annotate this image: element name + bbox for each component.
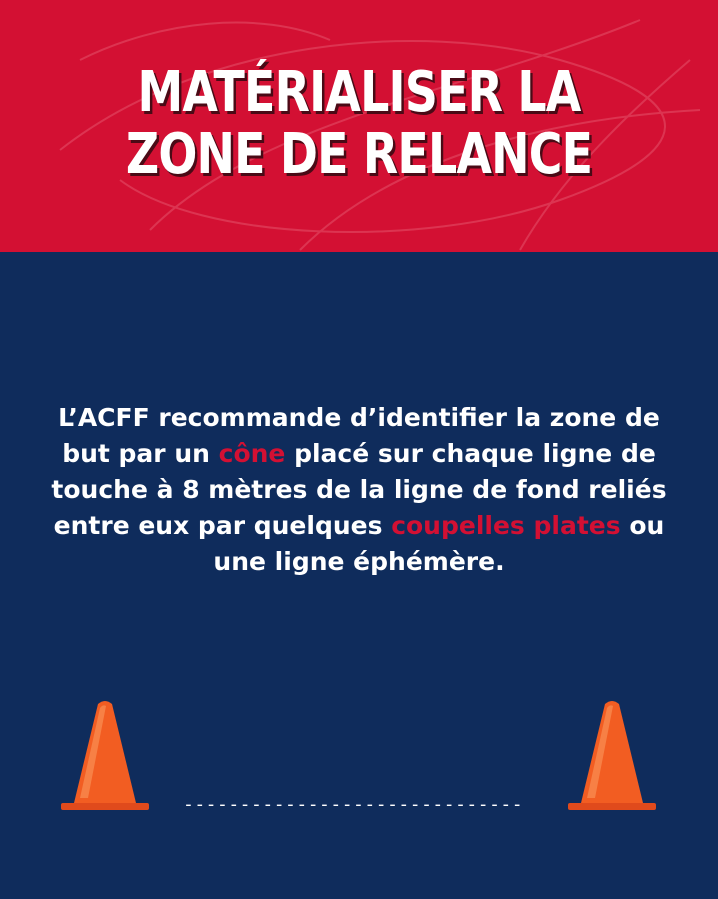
title-banner xyxy=(0,0,718,252)
title-line-1: MATÉRIALISER LA xyxy=(137,60,581,125)
traffic-cone-icon xyxy=(565,698,659,812)
highlight-flat-cones: coupelles plates xyxy=(391,511,621,540)
highlight-cone: cône xyxy=(218,439,286,468)
text-segment-1: L’ACFF recommande d’identifier la zone de but par un xyxy=(58,403,660,468)
content-panel xyxy=(0,252,718,899)
text-segment-3: ou une ligne éphémère. xyxy=(213,511,665,576)
title-line-2: ZONE DE RELANCE xyxy=(125,122,593,187)
description-paragraph xyxy=(40,400,678,580)
dashed-line: ------------------------------ xyxy=(183,794,524,815)
text-segment-2: placé sur chaque ligne de touche à 8 mètres de la ligne de fond reliés entre eux par quelques xyxy=(51,439,667,540)
page-title xyxy=(65,62,654,186)
traffic-cone-icon xyxy=(58,698,152,812)
